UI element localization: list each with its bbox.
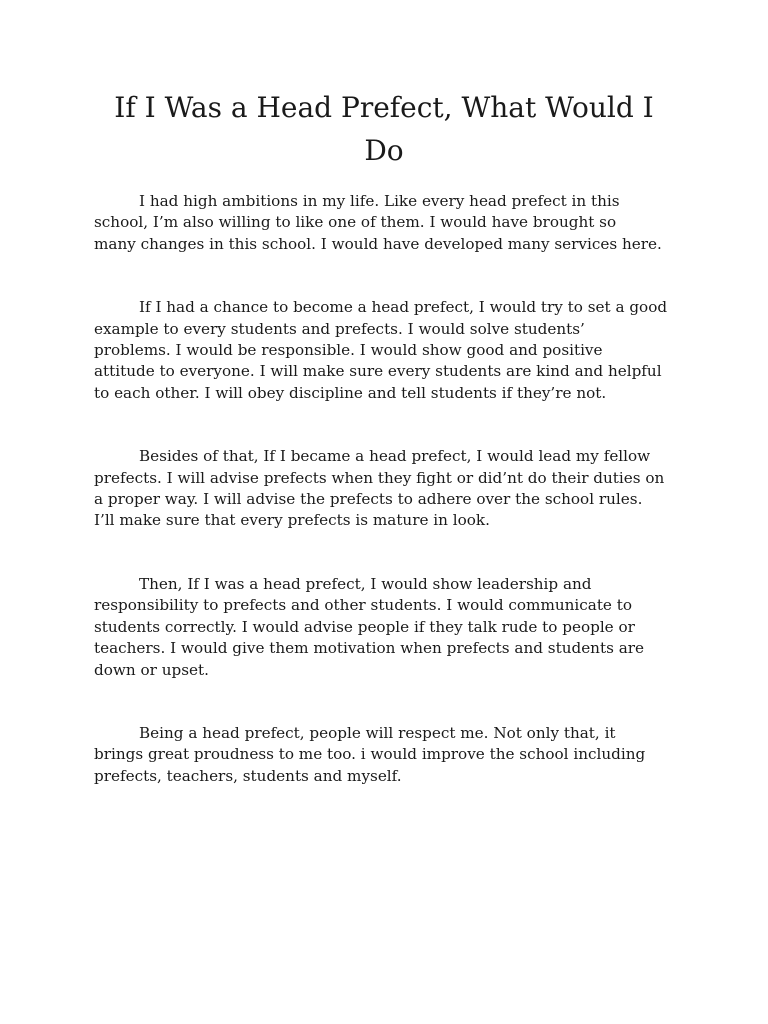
- paragraph-1: [94, 191, 684, 255]
- paragraph-line: responsibility to prefects and other students. I would communicate to: [94, 596, 632, 615]
- paragraph-line: example to every students and prefects. I would solve students’: [94, 319, 585, 338]
- paragraph-line: I’ll make sure that every prefects is mature in look.: [94, 511, 490, 530]
- paragraph-line: prefects, teachers, students and myself.: [94, 766, 402, 785]
- paragraph-line: attitude to everyone. I will make sure every students are kind and helpful: [94, 362, 662, 381]
- paragraph-line: down or upset.: [94, 660, 209, 679]
- document-body: [94, 191, 684, 829]
- paragraph-2: [94, 297, 684, 404]
- paragraph-5: [94, 723, 684, 787]
- paragraph-line: many changes in this school. I would have developed many services here.: [94, 234, 662, 253]
- paragraph-line: school, I’m also willing to like one of them. I would have brought so: [94, 213, 617, 232]
- paragraph-line: prefects. I will advise prefects when they fight or did’nt do their duties on: [94, 468, 665, 487]
- paragraph-line: to each other. I will obey discipline and tell students if they’re not.: [94, 383, 607, 402]
- paragraph-line: brings great proudness to me too. i would improve the school including: [94, 745, 646, 764]
- paragraph-line: Besides of that, If I became a head prefect, I would lead my fellow: [139, 447, 651, 466]
- document-title: If I Was a Head Prefect, What Would I Do: [114, 91, 654, 167]
- paragraph-line: If I had a chance to become a head prefect, I would try to set a good: [139, 298, 668, 317]
- paragraph-line: I had high ambitions in my life. Like every head prefect in this: [139, 192, 620, 210]
- paragraph-line: students correctly. I would advise people if they talk rude to people or: [94, 617, 635, 636]
- paragraph-4: [94, 574, 684, 681]
- paragraph-line: teachers. I would give them motivation when prefects and students are: [94, 639, 644, 658]
- paragraph-line: a proper way. I will advise the prefects to adhere over the school rules.: [94, 490, 643, 509]
- paragraph-line: problems. I would be responsible. I would show good and positive: [94, 341, 603, 360]
- paragraph-3: [94, 446, 684, 532]
- paragraph-line: Then, If I was a head prefect, I would show leadership and: [139, 574, 592, 593]
- paragraph-line: Being a head prefect, people will respect me. Not only that, it: [139, 723, 616, 742]
